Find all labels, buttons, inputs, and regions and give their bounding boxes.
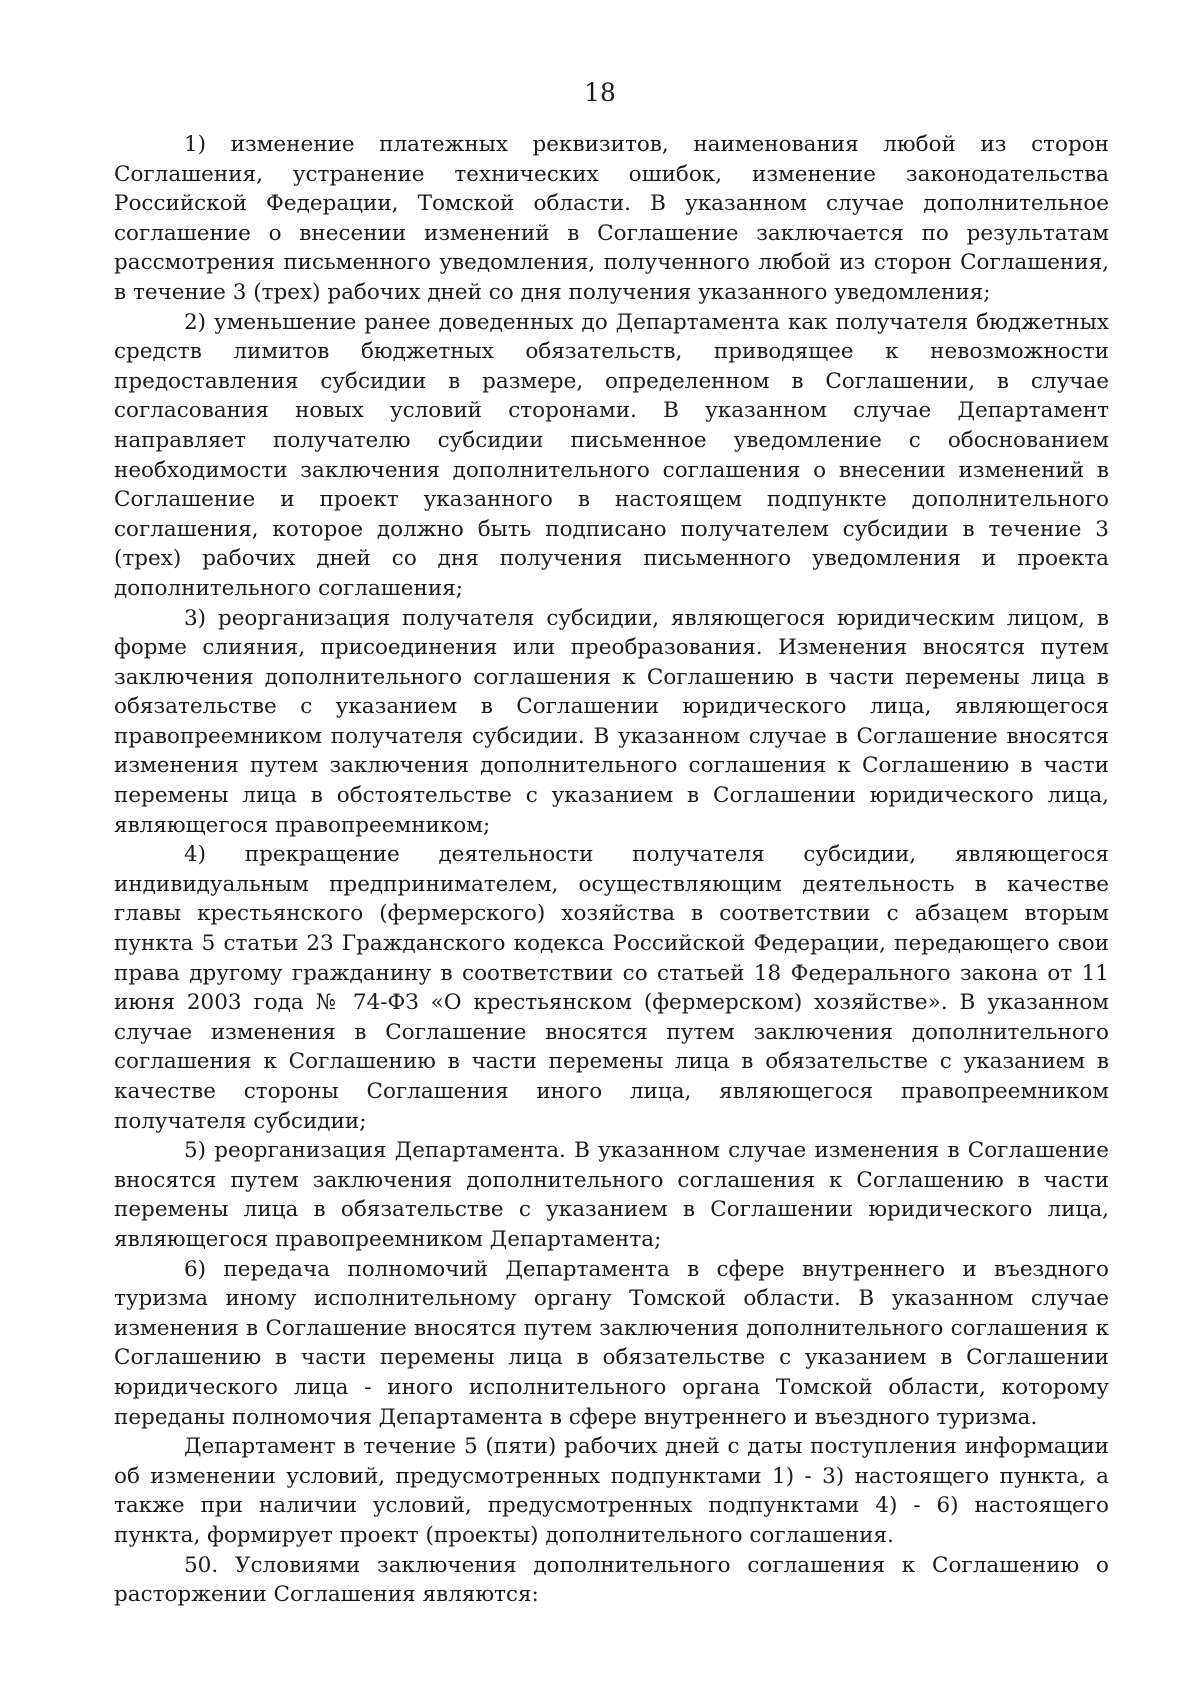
- paragraph-subpoint-4: 4) прекращение деятельности получателя субсидии, являющегося индивидуальным предпринимателем, осуществляющим деятельность в качестве главы крестьянского (фермерского) хозяйства в соответствии с абзацем вторым пункта 5 статьи 23 Гражданского кодекса Российской Федерации, передающего свои права другому гражданину в соответствии со статьей 18 Федерального закона от 11 июня 2003 года № 74-ФЗ «О крестьянском (фермерском) хозяйстве». В указанном случае изменения в Соглашение вносятся путем заключения дополнительного соглашения к Соглашению в части перемены лица в обязательстве с указанием в качестве стороны Соглашения иного лица, являющегося правопреемником получателя субсидии;: [114, 842, 1109, 1134]
- document-body: [114, 130, 1109, 1610]
- paragraph-subpoint-6: 6) передача полномочий Департамента в сфере внутреннего и въездного туризма иному исполнительному органу Томской области. В указанном случае изменения в Соглашение вносятся путем заключения дополнительного соглашения к Соглашению в части перемены лица в обязательстве с указанием в Соглашении юридического лица - иного исполнительного органа Томской области, которому переданы полномочия Департамента в сфере внутреннего и въездного туризма.: [114, 1256, 1109, 1430]
- paragraph-subpoint-5: 5) реорганизация Департамента. В указанном случае изменения в Соглашение вносятся путем заключения дополнительного соглашения к Соглашению в части перемены лица в обязательстве с указанием в Соглашении юридического лица, являющегося правопреемником Департамента;: [114, 1138, 1109, 1252]
- paragraph-subpoint-3: 3) реорганизация получателя субсидии, являющегося юридическим лицом, в форме слияния, присоединения или преобразования. Изменения вносятся путем заключения дополнительного соглашения к Соглашению в части перемены лица в обязательстве с указанием в Соглашении юридического лица, являющегося правопреемником получателя субсидии. В указанном случае в Соглашение вносятся изменения путем заключения дополнительного соглашения к Соглашению в части перемены лица в обстоятельстве с указанием в Соглашении юридического лица, являющегося правопреемником;: [114, 605, 1109, 838]
- paragraph-subpoint-2: 2) уменьшение ранее доведенных до Департамента как получателя бюджетных средств лимитов бюджетных обязательств, приводящее к невозможности предоставления субсидии в размере, определенном в Соглашении, в случае согласования новых условий сторонами. В указанном случае Департамент направляет получателю субсидии письменное уведомление с обоснованием необходимости заключения дополнительного соглашения о внесении изменений в Соглашение и проект указанного в настоящем подпункте дополнительного соглашения, которое должно быть подписано получателем субсидии в течение 3 (трех) рабочих дней со дня получения письменного уведомления и проекта дополнительного соглашения;: [114, 309, 1109, 601]
- page-number: 18: [584, 78, 616, 107]
- paragraph-department-deadline: Департамент в течение 5 (пяти) рабочих дней с даты поступления информации об изменении условий, предусмотренных подпунктами 1) - 3) настоящего пункта, а также при наличии условий, предусмотренных подпунктами 4) - 6) настоящего пункта, формирует проект (проекты) дополнительного соглашения.: [114, 1434, 1109, 1548]
- paragraph-point-50: 50. Условиями заключения дополнительного соглашения к Соглашению о расторжении Соглашения являются:: [114, 1552, 1109, 1608]
- paragraph-subpoint-1: 1) изменение платежных реквизитов, наименования любой из сторон Соглашения, устранение технических ошибок, изменение законодательства Российской Федерации, Томской области. В указанном случае дополнительное соглашение о внесении изменений в Соглашение заключается по результатам рассмотрения письменного уведомления, полученного любой из сторон Соглашения, в течение 3 (трех) рабочих дней со дня получения указанного уведомления;: [114, 132, 1109, 305]
